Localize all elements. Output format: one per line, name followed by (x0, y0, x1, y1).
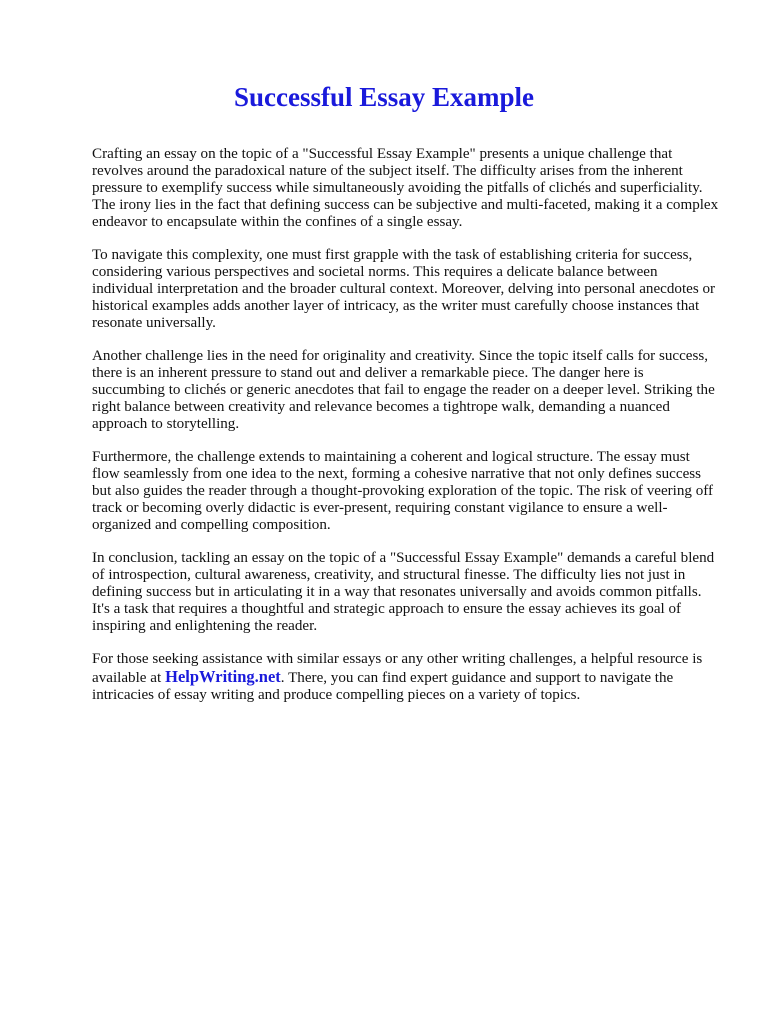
paragraph-6-text-after-link: . There, you can find expert guidance and support to navigate the intricacies of essay writing and produce compelling pieces on a variety of topics. (92, 670, 674, 703)
paragraph-5: In conclusion, tackling an essay on the topic of a "Successful Essay Example" demands a careful blend of introspection, cultural awareness, creativity, and structural finesse. The difficulty lies not just in defining success but in articulating it in a way that resonates universally and avoids common pitfalls. It's a task that requires a thoughtful and strategic approach to ensure the essay achieves its goal of inspiring and enlightening the reader. (92, 550, 715, 634)
paragraph-6-text-before-link: For those seeking assistance with similar essays or any other writing challenges, a helpful resource is available at (92, 651, 703, 686)
document-title: Successful Essay Example (233, 82, 535, 112)
paragraph-1: Crafting an essay on the topic of a "Successful Essay Example" presents a unique challenge that revolves around the paradoxical nature of the subject itself. The difficulty arises from the inherent pressure to exemplify success while simultaneously avoiding the pitfalls of clichés and superficiality. The irony lies in the fact that defining success can be subjective and multi-faceted, making it a complex endeavor to encapsulate within the confines of a single essay. (92, 146, 719, 230)
paragraph-4: Furthermore, the challenge extends to maintaining a coherent and logical structure. The essay must flow seamlessly from one idea to the next, forming a cohesive narrative that not only defines success but also guides the reader through a thought-provoking exploration of the topic. The risk of veering off track or becoming overly didactic is ever-present, requiring constant vigilance to ensure a well-organized and compelling composition. (92, 449, 714, 533)
paragraph-2: To navigate this complexity, one must first grapple with the task of establishing criteria for success, considering various perspectives and societal norms. This requires a delicate balance between individual interpretation and the broader cultural context. Moreover, delving into personal anecdotes or historical examples adds another layer of intricacy, as the writer must carefully choose instances that resonate universally. (92, 247, 716, 331)
helpwriting-link[interactable]: HelpWriting.net (165, 667, 281, 686)
paragraph-6 (92, 651, 720, 704)
paragraph-3: Another challenge lies in the need for originality and creativity. Since the topic itself calls for success, there is an inherent pressure to stand out and deliver a remarkable piece. The danger here is succumbing to clichés or generic anecdotes that fail to engage the reader on a deeper level. Striking the right balance between creativity and relevance becomes a tightrope walk, demanding a nuanced approach to storytelling. (92, 348, 715, 432)
document-body (92, 146, 720, 720)
